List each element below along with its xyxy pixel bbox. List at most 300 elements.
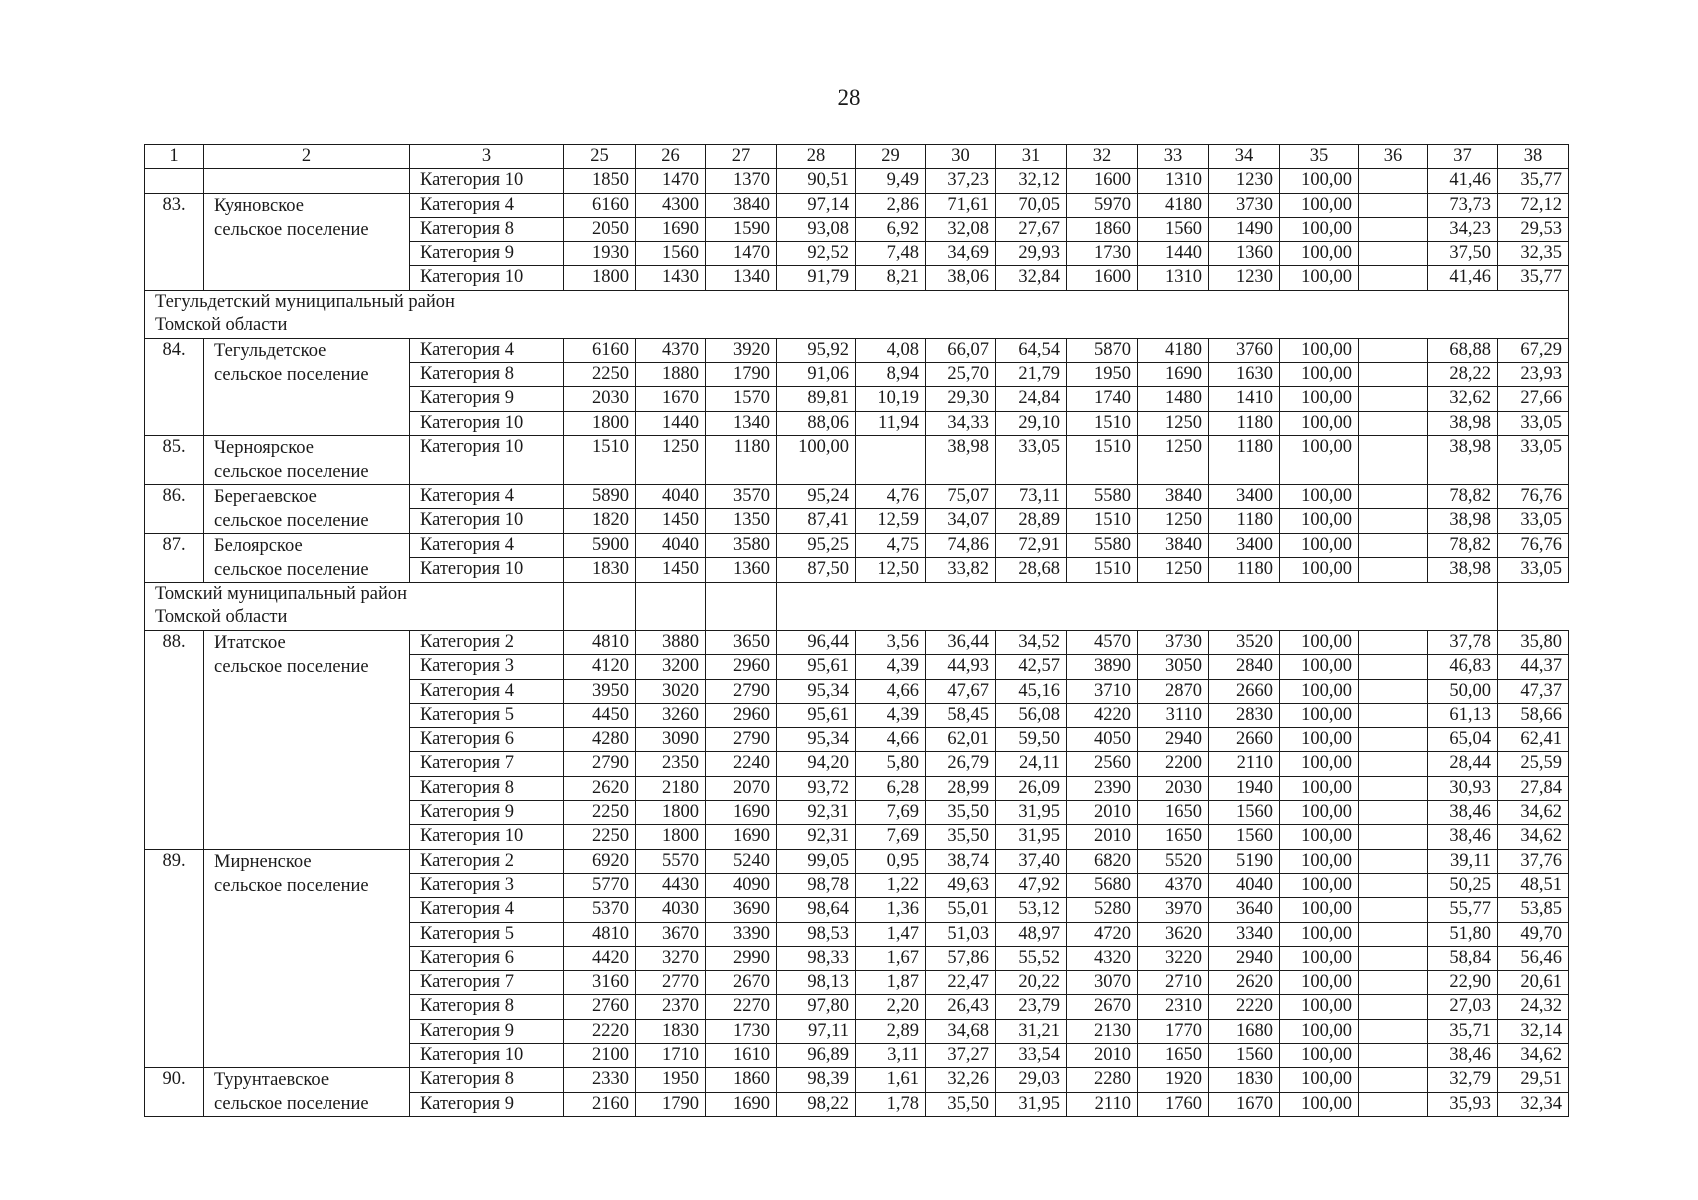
value-cell: 2050 <box>564 217 636 241</box>
value-cell: 1310 <box>1138 169 1209 193</box>
value-cell: 88,06 <box>777 411 856 435</box>
category-cell: Категория 10 <box>410 169 564 193</box>
value-cell: 93,72 <box>777 776 856 800</box>
value-cell: 3390 <box>706 922 777 946</box>
value-cell: 35,50 <box>926 1092 996 1117</box>
value-cell: 3670 <box>636 922 706 946</box>
value-cell: 6820 <box>1067 849 1138 873</box>
value-cell: 100,00 <box>1280 679 1359 703</box>
value-cell: 1830 <box>1209 1068 1280 1093</box>
value-cell: 32,26 <box>926 1068 996 1093</box>
value-cell: 29,93 <box>996 242 1067 266</box>
value-cell: 4180 <box>1138 193 1209 217</box>
column-header: 25 <box>564 145 636 169</box>
value-cell: 2280 <box>1067 1068 1138 1093</box>
value-cell: 2200 <box>1138 752 1209 776</box>
value-cell: 73,11 <box>996 484 1067 509</box>
value-cell: 5890 <box>564 484 636 509</box>
value-cell: 4,76 <box>856 484 926 509</box>
value-cell: 5580 <box>1067 484 1138 509</box>
column-header: 36 <box>1359 145 1428 169</box>
value-cell: 1560 <box>636 242 706 266</box>
value-cell <box>1359 655 1428 679</box>
value-cell: 5,80 <box>856 752 926 776</box>
category-cell: Категория 4 <box>410 679 564 703</box>
value-cell: 2240 <box>706 752 777 776</box>
value-cell: 20,22 <box>996 971 1067 995</box>
value-cell: 100,00 <box>1280 801 1359 825</box>
category-cell: Категория 9 <box>410 242 564 266</box>
value-cell: 53,12 <box>996 898 1067 922</box>
value-cell: 56,46 <box>1498 946 1569 970</box>
value-cell: 6160 <box>564 338 636 362</box>
value-cell: 100,00 <box>1280 387 1359 411</box>
value-cell: 1,22 <box>856 873 926 897</box>
settlement-number: 84. <box>145 338 204 435</box>
value-cell: 34,62 <box>1498 825 1569 849</box>
value-cell: 1740 <box>1067 387 1138 411</box>
value-cell: 5370 <box>564 898 636 922</box>
value-cell: 38,98 <box>1428 435 1498 484</box>
value-cell: 28,89 <box>996 509 1067 534</box>
value-cell: 1180 <box>1209 509 1280 534</box>
value-cell: 94,20 <box>777 752 856 776</box>
value-cell: 3690 <box>706 898 777 922</box>
value-cell: 2010 <box>1067 801 1138 825</box>
value-cell: 73,73 <box>1428 193 1498 217</box>
value-cell: 1820 <box>564 509 636 534</box>
value-cell: 3620 <box>1138 922 1209 946</box>
value-cell: 1470 <box>706 242 777 266</box>
value-cell: 62,41 <box>1498 728 1569 752</box>
value-cell: 29,53 <box>1498 217 1569 241</box>
value-cell: 92,31 <box>777 801 856 825</box>
value-cell: 35,50 <box>926 801 996 825</box>
value-cell: 2790 <box>564 752 636 776</box>
category-cell: Категория 9 <box>410 387 564 411</box>
value-cell: 2,86 <box>856 193 926 217</box>
value-cell: 1930 <box>564 242 636 266</box>
value-cell: 3,11 <box>856 1044 926 1068</box>
value-cell: 23,93 <box>1498 363 1569 387</box>
value-cell: 3270 <box>636 946 706 970</box>
value-cell <box>1359 1092 1428 1117</box>
value-cell: 1630 <box>1209 363 1280 387</box>
value-cell: 1830 <box>564 558 636 583</box>
value-cell: 100,00 <box>1280 873 1359 897</box>
value-cell: 3260 <box>636 703 706 727</box>
settlement-number: 87. <box>145 533 204 582</box>
value-cell: 1710 <box>636 1044 706 1068</box>
value-cell <box>1359 679 1428 703</box>
value-cell: 91,06 <box>777 363 856 387</box>
value-cell: 27,67 <box>996 217 1067 241</box>
value-cell <box>1359 266 1428 290</box>
value-cell: 1800 <box>564 266 636 290</box>
value-cell: 95,24 <box>777 484 856 509</box>
value-cell <box>1359 435 1428 484</box>
value-cell: 35,77 <box>1498 266 1569 290</box>
value-cell <box>1359 1044 1428 1068</box>
value-cell <box>1359 752 1428 776</box>
value-cell: 68,88 <box>1428 338 1498 362</box>
value-cell: 100,00 <box>1280 558 1359 583</box>
value-cell: 2030 <box>564 387 636 411</box>
value-cell: 95,34 <box>777 679 856 703</box>
column-header: 29 <box>856 145 926 169</box>
category-cell: Категория 10 <box>410 435 564 484</box>
data-table <box>144 144 1569 1117</box>
column-header: 28 <box>777 145 856 169</box>
value-cell: 1450 <box>636 558 706 583</box>
value-cell: 92,52 <box>777 242 856 266</box>
value-cell: 100,00 <box>1280 411 1359 435</box>
table-row <box>145 533 1569 558</box>
value-cell: 34,33 <box>926 411 996 435</box>
value-cell: 1450 <box>636 509 706 534</box>
table-row <box>145 630 1569 654</box>
value-cell: 1670 <box>1209 1092 1280 1117</box>
value-cell <box>1359 242 1428 266</box>
value-cell: 61,13 <box>1428 703 1498 727</box>
value-cell: 1950 <box>1067 363 1138 387</box>
value-cell: 47,37 <box>1498 679 1569 703</box>
value-cell: 98,64 <box>777 898 856 922</box>
value-cell: 100,00 <box>1280 630 1359 654</box>
value-cell: 1350 <box>706 509 777 534</box>
value-cell: 41,46 <box>1428 266 1498 290</box>
value-cell: 5770 <box>564 873 636 897</box>
value-cell: 10,19 <box>856 387 926 411</box>
value-cell: 22,47 <box>926 971 996 995</box>
value-cell: 1680 <box>1209 1019 1280 1043</box>
value-cell: 100,00 <box>1280 655 1359 679</box>
value-cell: 4180 <box>1138 338 1209 362</box>
value-cell: 100,00 <box>1280 995 1359 1019</box>
value-cell: 4040 <box>1209 873 1280 897</box>
value-cell: 3520 <box>1209 630 1280 654</box>
value-cell: 4420 <box>564 946 636 970</box>
category-cell: Категория 8 <box>410 776 564 800</box>
value-cell <box>1359 217 1428 241</box>
value-cell <box>1359 995 1428 1019</box>
category-cell: Категория 8 <box>410 995 564 1019</box>
value-cell: 97,11 <box>777 1019 856 1043</box>
value-cell: 1940 <box>1209 776 1280 800</box>
value-cell: 33,05 <box>1498 509 1569 534</box>
value-cell: 1600 <box>1067 169 1138 193</box>
value-cell: 100,00 <box>1280 728 1359 752</box>
value-cell: 1650 <box>1138 1044 1209 1068</box>
value-cell: 4120 <box>564 655 636 679</box>
value-cell: 100,00 <box>1280 1068 1359 1093</box>
column-header: 37 <box>1428 145 1498 169</box>
value-cell: 25,70 <box>926 363 996 387</box>
value-cell <box>1359 630 1428 654</box>
value-cell: 1650 <box>1138 801 1209 825</box>
value-cell: 4370 <box>1138 873 1209 897</box>
value-cell: 38,46 <box>1428 1044 1498 1068</box>
value-cell: 2,89 <box>856 1019 926 1043</box>
value-cell: 97,14 <box>777 193 856 217</box>
value-cell <box>1359 509 1428 534</box>
column-header: 30 <box>926 145 996 169</box>
value-cell: 1730 <box>706 1019 777 1043</box>
value-cell: 33,05 <box>1498 411 1569 435</box>
value-cell: 35,50 <box>926 825 996 849</box>
value-cell: 32,79 <box>1428 1068 1498 1093</box>
value-cell: 1360 <box>706 558 777 583</box>
category-cell: Категория 4 <box>410 338 564 362</box>
value-cell: 96,44 <box>777 630 856 654</box>
value-cell <box>1359 825 1428 849</box>
value-cell: 100,00 <box>1280 242 1359 266</box>
value-cell: 2660 <box>1209 679 1280 703</box>
value-cell: 4280 <box>564 728 636 752</box>
value-cell: 3640 <box>1209 898 1280 922</box>
value-cell: 100,00 <box>1280 776 1359 800</box>
value-cell: 21,79 <box>996 363 1067 387</box>
value-cell: 100,00 <box>1280 898 1359 922</box>
category-cell: Категория 4 <box>410 898 564 922</box>
value-cell: 1440 <box>1138 242 1209 266</box>
value-cell: 2940 <box>1138 728 1209 752</box>
value-cell <box>1359 703 1428 727</box>
value-cell: 27,66 <box>1498 387 1569 411</box>
value-cell: 36,44 <box>926 630 996 654</box>
value-cell: 2560 <box>1067 752 1138 776</box>
value-cell: 1250 <box>1138 411 1209 435</box>
value-cell: 28,44 <box>1428 752 1498 776</box>
value-cell: 4090 <box>706 873 777 897</box>
value-cell: 25,59 <box>1498 752 1569 776</box>
value-cell: 100,00 <box>1280 971 1359 995</box>
value-cell: 2790 <box>706 679 777 703</box>
value-cell: 1880 <box>636 363 706 387</box>
value-cell: 1180 <box>1209 435 1280 484</box>
table-row <box>145 193 1569 217</box>
value-cell: 1690 <box>706 825 777 849</box>
value-cell: 1570 <box>706 387 777 411</box>
category-cell: Категория 6 <box>410 946 564 970</box>
settlement-number: 89. <box>145 849 204 1068</box>
category-cell: Категория 9 <box>410 1019 564 1043</box>
value-cell: 47,92 <box>996 873 1067 897</box>
value-cell: 34,69 <box>926 242 996 266</box>
value-cell: 26,43 <box>926 995 996 1019</box>
value-cell <box>1359 411 1428 435</box>
value-cell: 89,81 <box>777 387 856 411</box>
value-cell: 76,76 <box>1498 533 1569 558</box>
value-cell: 33,05 <box>1498 558 1569 583</box>
value-cell: 2180 <box>636 776 706 800</box>
category-cell: Категория 9 <box>410 1092 564 1117</box>
value-cell: 64,54 <box>996 338 1067 362</box>
value-cell: 2960 <box>706 655 777 679</box>
value-cell: 1650 <box>1138 825 1209 849</box>
value-cell: 1510 <box>1067 558 1138 583</box>
value-cell: 8,94 <box>856 363 926 387</box>
value-cell <box>856 435 926 484</box>
value-cell: 100,00 <box>1280 363 1359 387</box>
page-number: 28 <box>837 85 861 110</box>
value-cell: 55,01 <box>926 898 996 922</box>
value-cell: 22,90 <box>1428 971 1498 995</box>
value-cell: 5900 <box>564 533 636 558</box>
value-cell: 3650 <box>706 630 777 654</box>
value-cell: 1730 <box>1067 242 1138 266</box>
value-cell: 44,93 <box>926 655 996 679</box>
region-row <box>145 290 1569 338</box>
value-cell: 12,59 <box>856 509 926 534</box>
value-cell: 2620 <box>564 776 636 800</box>
value-cell: 100,00 <box>1280 484 1359 509</box>
value-cell: 95,61 <box>777 655 856 679</box>
value-cell: 1180 <box>1209 558 1280 583</box>
table-row <box>145 1068 1569 1093</box>
value-cell: 1670 <box>636 387 706 411</box>
value-cell <box>1359 776 1428 800</box>
value-cell: 34,62 <box>1498 801 1569 825</box>
value-cell: 49,63 <box>926 873 996 897</box>
value-cell: 2250 <box>564 363 636 387</box>
value-cell: 32,14 <box>1498 1019 1569 1043</box>
value-cell: 95,34 <box>777 728 856 752</box>
value-cell: 75,07 <box>926 484 996 509</box>
value-cell: 1770 <box>1138 1019 1209 1043</box>
value-cell: 72,12 <box>1498 193 1569 217</box>
category-cell: Категория 8 <box>410 363 564 387</box>
value-cell: 3220 <box>1138 946 1209 970</box>
value-cell: 2220 <box>564 1019 636 1043</box>
value-cell: 2110 <box>1067 1092 1138 1117</box>
value-cell <box>1359 169 1428 193</box>
value-cell: 59,50 <box>996 728 1067 752</box>
value-cell: 35,80 <box>1498 630 1569 654</box>
value-cell: 100,00 <box>1280 703 1359 727</box>
value-cell: 100,00 <box>1280 509 1359 534</box>
value-cell: 39,11 <box>1428 849 1498 873</box>
column-header: 27 <box>706 145 777 169</box>
value-cell: 48,97 <box>996 922 1067 946</box>
settlement-name: Мирненское сельское поселение <box>204 849 410 1068</box>
value-cell: 3840 <box>1138 484 1209 509</box>
settlement-number: 86. <box>145 484 204 533</box>
value-cell: 2370 <box>636 995 706 1019</box>
value-cell: 31,95 <box>996 1092 1067 1117</box>
settlement-name: Турунтаевское сельское поселение <box>204 1068 410 1117</box>
value-cell: 2160 <box>564 1092 636 1117</box>
value-cell: 2670 <box>1067 995 1138 1019</box>
value-cell: 1590 <box>706 217 777 241</box>
value-cell: 58,45 <box>926 703 996 727</box>
value-cell: 65,04 <box>1428 728 1498 752</box>
value-cell: 100,00 <box>1280 752 1359 776</box>
value-cell: 4810 <box>564 922 636 946</box>
value-cell: 1340 <box>706 266 777 290</box>
value-cell <box>1359 484 1428 509</box>
value-cell <box>1359 922 1428 946</box>
value-cell: 5970 <box>1067 193 1138 217</box>
column-header: 35 <box>1280 145 1359 169</box>
value-cell: 1560 <box>1209 825 1280 849</box>
value-cell: 87,41 <box>777 509 856 534</box>
value-cell: 1560 <box>1209 801 1280 825</box>
value-cell: 32,08 <box>926 217 996 241</box>
value-cell: 24,32 <box>1498 995 1569 1019</box>
value-cell: 1430 <box>636 266 706 290</box>
value-cell <box>1359 558 1428 583</box>
value-cell: 92,31 <box>777 825 856 849</box>
value-cell: 2960 <box>706 703 777 727</box>
value-cell: 2250 <box>564 825 636 849</box>
settlement-name: Черноярское сельское поселение <box>204 435 410 484</box>
value-cell: 2710 <box>1138 971 1209 995</box>
value-cell: 1250 <box>1138 435 1209 484</box>
region-name: Томский муниципальный район Томской области <box>145 582 564 630</box>
value-cell: 41,46 <box>1428 169 1498 193</box>
value-cell: 4430 <box>636 873 706 897</box>
value-cell: 2790 <box>706 728 777 752</box>
value-cell: 4040 <box>636 484 706 509</box>
value-cell: 66,07 <box>926 338 996 362</box>
value-cell: 6160 <box>564 193 636 217</box>
value-cell: 33,54 <box>996 1044 1067 1068</box>
value-cell: 4040 <box>636 533 706 558</box>
value-cell: 2870 <box>1138 679 1209 703</box>
value-cell: 98,78 <box>777 873 856 897</box>
value-cell: 50,25 <box>1428 873 1498 897</box>
value-cell: 34,52 <box>996 630 1067 654</box>
value-cell: 4570 <box>1067 630 1138 654</box>
value-cell: 1800 <box>636 825 706 849</box>
value-cell: 1860 <box>1067 217 1138 241</box>
value-cell: 2620 <box>1209 971 1280 995</box>
table-row <box>145 169 1569 193</box>
value-cell: 5240 <box>706 849 777 873</box>
value-cell: 56,08 <box>996 703 1067 727</box>
value-cell: 1470 <box>636 169 706 193</box>
category-cell: Категория 2 <box>410 849 564 873</box>
value-cell: 31,95 <box>996 801 1067 825</box>
value-cell: 2220 <box>1209 995 1280 1019</box>
value-cell: 98,39 <box>777 1068 856 1093</box>
category-cell: Категория 3 <box>410 873 564 897</box>
value-cell: 100,00 <box>1280 825 1359 849</box>
value-cell: 67,29 <box>1498 338 1569 362</box>
settlement-name: Белоярское сельское поселение <box>204 533 410 582</box>
settlement-name: Тегульдетское сельское поселение <box>204 338 410 435</box>
value-cell: 6920 <box>564 849 636 873</box>
value-cell: 3730 <box>1138 630 1209 654</box>
value-cell: 1,87 <box>856 971 926 995</box>
value-cell: 3160 <box>564 971 636 995</box>
value-cell: 1510 <box>1067 411 1138 435</box>
category-cell: Категория 8 <box>410 217 564 241</box>
value-cell: 31,95 <box>996 825 1067 849</box>
value-cell: 96,89 <box>777 1044 856 1068</box>
value-cell <box>1359 873 1428 897</box>
value-cell: 3050 <box>1138 655 1209 679</box>
value-cell: 87,50 <box>777 558 856 583</box>
value-cell: 1,67 <box>856 946 926 970</box>
value-cell: 1760 <box>1138 1092 1209 1117</box>
value-cell: 1690 <box>636 217 706 241</box>
value-cell: 7,69 <box>856 825 926 849</box>
value-cell: 4720 <box>1067 922 1138 946</box>
value-cell: 5680 <box>1067 873 1138 897</box>
value-cell: 26,09 <box>996 776 1067 800</box>
